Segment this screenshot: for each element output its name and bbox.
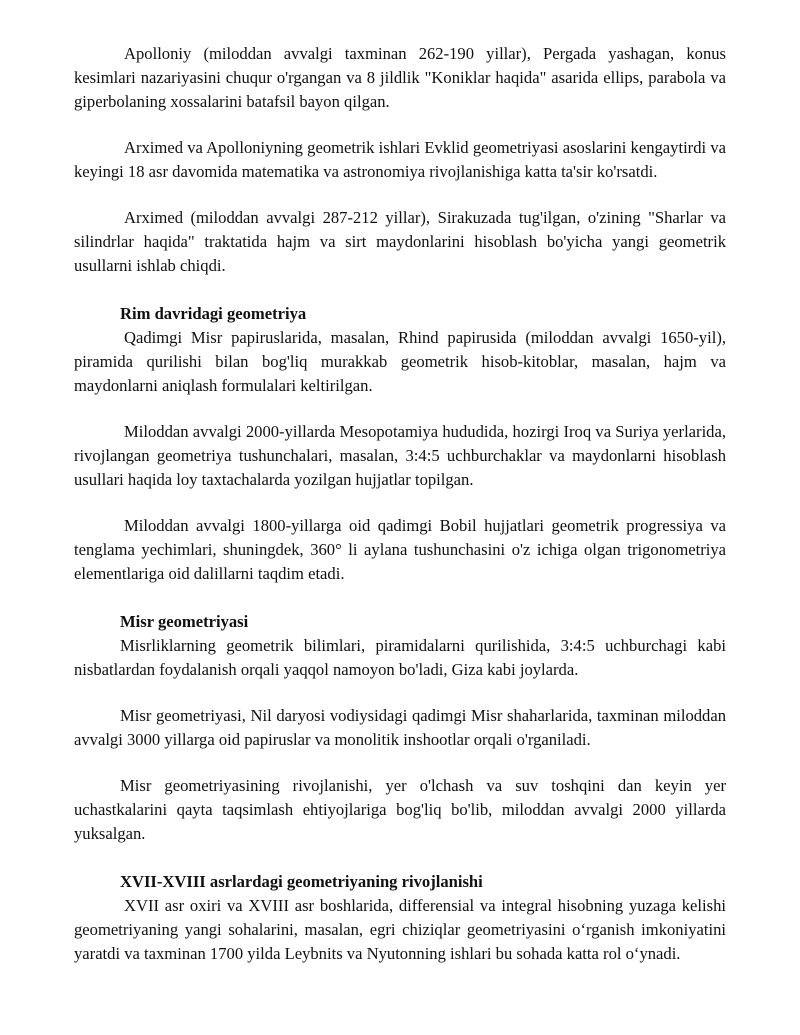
heading-misr-geometriyasi: Misr geometriyasi [120,612,249,631]
paragraph-misr-nil: Misr geometriyasi, Nil daryosi vodiysidagi qadimgi Misr shaharlarida, taxminan miloddan avvalgi 3000 yillarga oid papiruslar va monolitik inshootlar orqali o'rganiladi. [74,706,726,749]
paragraph-misrliklar: Misrliklarning geometrik bilimlari, piramidalarni qurilishida, 3:4:5 uchburchagi kabi nisbatlardan foydalanish orqali yaqqol namoyon bo'ladi, Giza kabi joylarda. [74,636,726,679]
paragraph-rhind-papirus: Qadimgi Misr papiruslarida, masalan, Rhind papirusida (miloddan avvalgi 1650-yil), piramida qurilishi bilan bog'liq murakkab geometrik hisob-kitoblar, masalan, hajm va maydonlarni aniqlash formulalari keltirilgan. [74,328,726,395]
paragraph-mesopotamiya: Miloddan avvalgi 2000-yillarda Mesopotamiya hududida, hozirgi Iroq va Suriya yerlarida, rivojlangan geometriya tushunchalari, masalan, 3:4:5 uchburchaklar va maydonlarni hisoblash usullari haqida loy taxtachalarda yozilgan hujjatlar topilgan. [74,422,726,489]
heading-rim-davridagi-geometriya: Rim davridagi geometriya [120,304,307,323]
paragraph-arximed-apolloniy: Arximed va Apolloniyning geometrik ishlari Evklid geometriyasi asoslarini kengaytirdi va keyingi 18 asr davomida matematika va astronomiya rivojlanishiga katta ta'sir ko'rsatdi. [74,138,726,181]
paragraph-bobil: Miloddan avvalgi 1800-yillarga oid qadimgi Bobil hujjatlari geometrik progressiya va tenglama yechimlari, shuningdek, 360° li aylana tushunchasini o'z ichiga olgan trigonometriya elementlariga oid dalillarni taqdim etadi. [74,516,726,583]
paragraph-differensial-integral: XVII asr oxiri va XVIII asr boshlarida, differensial va integral hisobning yuzaga kelishi geometriyaning yangi sohalarini, masalan, egri chiziqlar geometriyasini o‘rganish imkoniyatini yaratdi va taxminan 1700 yilda Leybnits va Nyutonning ishlari bu sohada katta rol o‘ynadi. [74,896,726,963]
paragraph-misr-rivojlanishi: Misr geometriyasining rivojlanishi, yer o'lchash va suv toshqini dan keyin yer uchastkalarini qayta taqsimlash ehtiyojlariga bog'liq bo'lib, miloddan avvalgi 2000 yillarda yuksalgan. [74,776,726,843]
paragraph-arximed: Arximed (miloddan avvalgi 287-212 yillar), Sirakuzada tug'ilgan, o'zining "Sharlar va silindrlar haqida" traktatida hajm va sirt maydonlarini hisoblash bo'yicha yangi geometrik usullarni ishlab chiqdi. [74,208,726,275]
heading-xvii-xviii-asrlar: XVII-XVIII asrlardagi geometriyaning rivojlanishi [120,872,483,891]
paragraph-apolloniy: Apolloniy (miloddan avvalgi taxminan 262-190 yillar), Pergada yashagan, konus kesimlari nazariyasini chuqur o'rgangan va 8 jildlik "Koniklar haqida" asarida ellips, parabola va giperbolaning xossalarini batafsil bayon qilgan. [74,44,726,111]
